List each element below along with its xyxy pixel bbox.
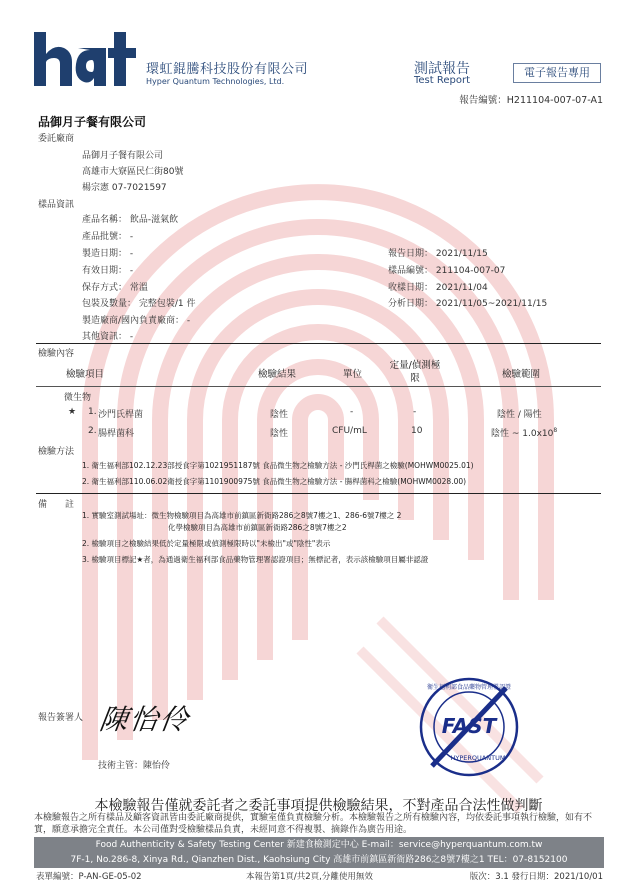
sample-label: 有效日期： — [82, 266, 128, 276]
electronic-report-badge: 電子報告專用 — [513, 63, 601, 83]
sample-value: 常溫 — [129, 283, 148, 293]
client-section-label: 委託廠商 — [38, 134, 75, 144]
sample-field — [82, 246, 133, 259]
sample-value: - — [129, 232, 134, 242]
remark-item: 1. 實驗室測試場址：微生物檢驗項目為高雄市前鎮區新衙路286之8號7樓之1、286-6號7樓之 2 — [82, 511, 402, 520]
sample-label: 報告日期： — [388, 249, 434, 259]
sample-field — [82, 229, 133, 242]
sample-label: 收樣日期： — [388, 283, 434, 293]
remark-item: 3. 檢驗項目標記★者，為通過衛生福利部食品藥物管理署認證項目；無標記者，表示該檢驗項目屬非認證 — [82, 555, 429, 564]
sample-field — [82, 263, 133, 276]
sample-label: 產品名稱： — [82, 215, 128, 225]
row-item: 沙門氏桿菌 — [98, 410, 144, 420]
row-unit: - — [350, 407, 354, 417]
row-unit: CFU/mL — [332, 426, 367, 436]
row-limit: 10 — [411, 426, 423, 436]
sample-label: 其他資訊： — [82, 332, 128, 342]
remark-item: 2. 檢驗項目之檢驗結果低於定量極限或偵測極限時以"未檢出"或"陰性"表示 — [82, 539, 331, 548]
sample-label: 樣品編號： — [388, 266, 434, 276]
sample-value: - — [129, 249, 134, 259]
sample-field — [388, 280, 488, 293]
row-range: 陰性 / 陽性 — [497, 410, 542, 420]
fine-print: 本檢驗報告之所有樣品及顧客資訊皆由委託廠商提供，實驗室僅負責檢驗分析。本檢驗報告之所有檢驗內容，均依委託事項執行檢驗，如有不實，願意承擔完全責任。本公司僅對受檢驗樣品負責，未經同意不得複製、摘錄作為廣告用途。 — [34, 813, 593, 835]
sample-label: 包裝及數量： — [82, 299, 137, 309]
sample-label: 製造廠商/國內負責廠商： — [82, 316, 185, 326]
technical-manager: 技術主管：陳怡伶 — [98, 761, 171, 771]
category-label: 微生物 — [64, 393, 92, 403]
sample-field — [388, 246, 488, 259]
row-result: 陰性 — [270, 410, 289, 420]
method-item: 2. 衛生福利部110.06.02衛授食字第1101900975號 食品微生物之檢驗方法 - 腸桿菌科之檢驗(MOHWM0028.00) — [82, 477, 467, 486]
sample-field — [388, 263, 505, 276]
footer-line-1: Food Authenticity & Safety Testing Center 新建食檢測定中心 E-mail：service@hyperquantum.com.tw — [95, 840, 543, 850]
sample-field — [82, 212, 178, 225]
sample-value: - — [186, 316, 191, 326]
row-range — [491, 426, 557, 439]
client-line: 高雄市大寮區民仁街80號 — [82, 167, 184, 177]
row-result: 陰性 — [270, 429, 289, 439]
form-number: 表單編號：P-AN-GE-05-02 — [36, 872, 142, 882]
page-info: 本報告第1頁/共2頁,分離使用無效 — [246, 872, 373, 882]
footer-line-2: 7F-1, No.286-8, Xinya Rd., Qianzhen Dist., Kaohsiung City 高雄市前鎮區新衙路286之8號7樓之1 TEL：07-8152100 — [70, 855, 568, 865]
row-limit: - — [413, 407, 417, 417]
row-number: 2. — [88, 426, 97, 436]
version-info: 版次：3.1 發行日期：2021/10/01 — [469, 872, 603, 882]
report-title-zh: 測試報告 — [414, 61, 470, 77]
method-item: 1. 衛生福利部102.12.23部授食字第1021951187號 食品微生物之檢驗方法 - 沙門氏桿菌之檢驗(MOHWM0025.01) — [82, 461, 474, 470]
client-line: 楊宗憲 07-7021597 — [82, 183, 167, 193]
sample-value: - — [129, 266, 134, 276]
sample-value: 飲品-滋氣飲 — [129, 215, 179, 225]
footer-contact-bar — [34, 837, 604, 868]
client-title: 品御月子餐有限公司 — [38, 115, 147, 129]
row-range-base: 陰性 ~ 1.0x10 — [491, 429, 554, 439]
results-section-label: 檢驗內容 — [38, 349, 75, 359]
sample-field — [82, 329, 133, 342]
sample-label: 分析日期： — [388, 299, 434, 309]
report-title-en: Test Report — [414, 75, 471, 86]
company-name-zh: 環虹錕騰科技股份有限公司 — [146, 62, 309, 77]
disclaimer: 本檢驗報告僅就委託者之委託事項提供檢驗結果，不對產品合法性做判斷 — [94, 798, 543, 814]
accredited-star-icon: ★ — [68, 407, 77, 417]
col-header-item: 檢驗項目 — [66, 369, 105, 380]
signature-image: 陳怡伶 — [97, 703, 193, 736]
sample-field — [82, 280, 148, 293]
section-rule — [36, 343, 601, 344]
sample-value: 211104-007-07 — [435, 266, 506, 276]
client-line: 品御月子餐有限公司 — [82, 151, 164, 161]
sample-label: 保存方式： — [82, 283, 128, 293]
sample-value: 完整包裝/1 件 — [138, 299, 196, 309]
svg-text:衛生福利部食品藥物管理署認證: 衛生福利部食品藥物管理署認證 — [426, 684, 512, 691]
sample-value: 2021/11/15 — [435, 249, 488, 259]
sample-label: 製造日期： — [82, 249, 128, 259]
signatory-label: 報告簽署人 — [38, 713, 84, 723]
remark-item: 化學檢驗項目為高雄市前鎮區新衙路286之8號7樓之2 — [168, 523, 347, 532]
col-header-limit: 定量/偵測極限 — [389, 360, 441, 384]
row-number: 1. — [88, 407, 97, 417]
row-range-exponent: 8 — [553, 427, 558, 434]
methods-section-label: 檢驗方法 — [38, 447, 75, 457]
sample-value: - — [129, 332, 134, 342]
row-item: 腸桿菌科 — [98, 429, 135, 439]
col-header-unit: 單位 — [343, 369, 363, 380]
sample-label: 產品批號： — [82, 232, 128, 242]
svg-text:FAST: FAST — [441, 714, 497, 738]
remarks-section-label: 備 註 — [38, 500, 75, 510]
sample-field — [82, 313, 190, 326]
section-rule — [36, 493, 601, 494]
company-name-en: Hyper Quantum Technologies, Ltd. — [146, 77, 285, 86]
sample-field — [82, 296, 196, 309]
sample-field — [388, 296, 547, 309]
sample-section-label: 樣品資訊 — [38, 200, 75, 210]
company-logo — [34, 30, 140, 88]
sample-value: 2021/11/04 — [435, 283, 488, 293]
fast-accreditation-seal — [418, 676, 520, 778]
svg-text:HYPERQUANTUM: HYPERQUANTUM — [450, 754, 506, 762]
report-number: 報告編號：H211104-007-07-A1 — [459, 95, 603, 106]
col-header-result: 檢驗結果 — [258, 369, 297, 380]
sample-value: 2021/11/05~2021/11/15 — [435, 299, 548, 309]
header-rule — [36, 386, 601, 387]
col-header-range: 檢驗範圍 — [502, 369, 541, 380]
